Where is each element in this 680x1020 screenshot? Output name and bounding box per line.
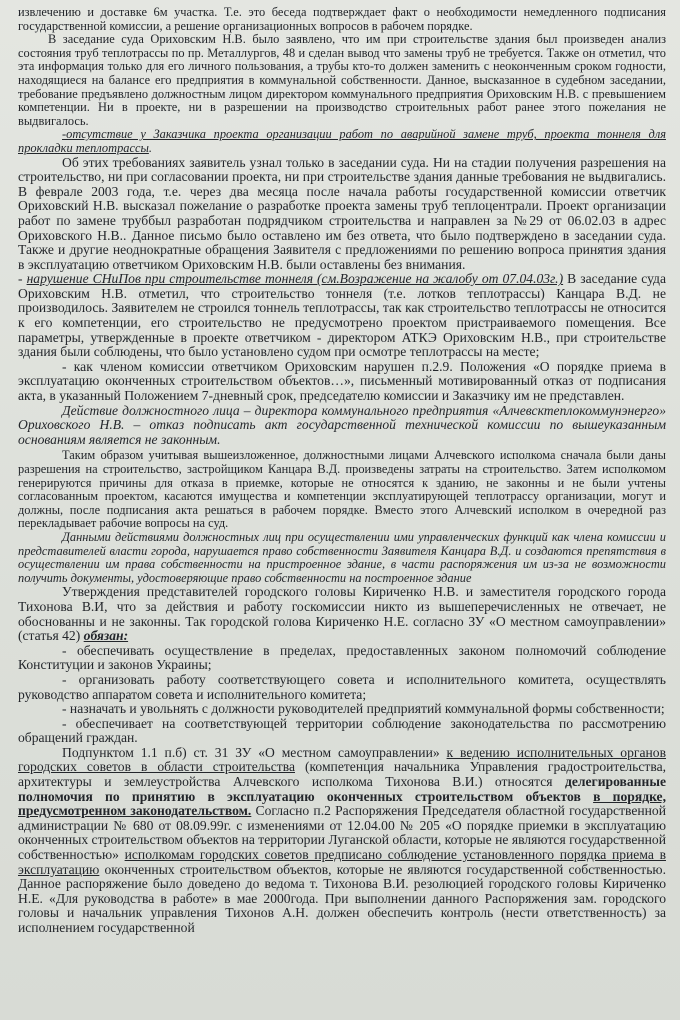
paragraph-p9 (18, 531, 666, 585)
paragraph-p15 (18, 746, 666, 936)
text-segment: В заседание суда Ориховским Н.В. было заявлено, что им при строительстве здания был произведен анализ состояния труб теплотрассы по пр. Металлургов, 48 и сделан вывод что замены труб не требуется. Также он отметил, что эта информация только для его личного пользования, а трубы кто-то должен заменить с неоконченным сроком годности, находящиеся на балансе его предприятия в коммунальной собственности. Данное, высказанное в судебном заседании, требование предъявлено должностным лицом директором коммунального предприятия Ориховским Н.В. с превышением компетенции. Ни в проекте, ни в разрешении на производство строительных работ ранее этого пожелания не выдвигалось. (18, 32, 666, 128)
text-segment: Об этих требованиях заявитель узнал только в заседании суда. Ни на стадии получения разрешения на строительство, ни при согласовании проекта, ни при строительстве здания данные требования не выдвигались. В феврале 2003 года, т.е. через два месяца после начала работы государственной комиссии ответчик Ориховский Н.В. высказал пожелание о разработке проекта замены труб теплоцентрали. Проект организации работ по замене труббыл разработан подрядчиком строительства и направлен за №29 от 06.02.03 в адрес Ориховского Н.В.. Данное письмо было оставлено им без ответа, что было подтверждено в заседании суда. Также и другие неоднократные обращения Заявителя с предложениями по решению вопроса принятия здания в эксплуатацию ответчиком Ориховским Н.В. были оставлены без внимания. (18, 154, 666, 272)
text-segment: оконченных строительством объектов, которые не являются государственной собственностью. Данное распоряжение было доведено до ведома т. Тихонова В.И. резолюцией городского головы Кириченко Н.Е. «Для руководства в работе» в мае 2000года. При выполнении данного Распоряжения зам. городского головы и начальник управления Тихонов А.Н. должен обеспечить контроль (нести ответственность) за исполнением государственной (18, 861, 666, 935)
paragraph-p14 (18, 717, 666, 746)
text-segment: (компетенция начальника Управления градостроительства, архитектуры и землеустройства Алчевского исполкома Тихонова В.И.) относятся (18, 759, 666, 790)
text-segment: В заседание суда Ориховским Н.В. отметил, что строительство тоннеля (т.е. лотков теплотрассы) Канцара В.Д. не производилось. Заявителем не строился тоннель теплотрассы, так как строительство теплотрассы не относится к его компетенции, его строительство не предусмотрено проектом пристраиваемого помещения. Все параметры, утвержденные в проекте ответчиком - директором АТКЭ Ориховским Н.В., при строительстве здания были соблюдены, что было установлено судом при осмотре теплотрассы на месте; (18, 271, 666, 360)
paragraph-p3 (18, 128, 666, 155)
text-segment: извлечению и доставке 6м участка. Т.е. это беседа подтверждает факт о необходимости немедленного подписания государственной комиссии, а решение организационных вопросов в рабочем порядке. (18, 5, 666, 33)
paragraph-p12 (18, 673, 666, 702)
text-segment: Таким образом учитывая вышеизложенное, должностными лицами Алчевского исполкома сначала были даны разрешения на строительство, застройщиком Канцара В.Д. произведены затраты на строительство. Затем исполкомом генерируются причины для отказа в приемке, которые не относятся к зданию, не законны и не были учтены согласованным проектом, касаются имущества и компетенции эксплуатирующей теплотрассу организации, могут и должны, после подписания акта решаться в рабочем порядке. Вместо этого Алчевский исполком в очередной раз перекладывает рабочие вопросы на суд. (18, 448, 666, 531)
paragraph-p11 (18, 644, 666, 673)
text-segment: Данными действиями должностных лиц при осуществлении ими управленческих функций как члена комиссии и представителей власти города, нарушается право собственности Заявителя Канцара В.Д. и создаются препятствия в осуществлении им права собственности на пристроенное здание, в части распоряжения им из-за не возможности получить документы, удостоверяющие право собственности на построенное здание (18, 529, 666, 585)
text-segment: - обеспечивает на соответствующей территории соблюдение законодательства по рассмотрению обращений граждан. (18, 715, 666, 746)
text-segment: Подпунктом 1.1 п.б) ст. 31 ЗУ «О местном самоуправлении» (62, 744, 447, 760)
text-segment: - как членом комиссии ответчиком Ориховским нарушен п.2.9. Положения «О порядке приема в эксплуатацию оконченных строительством объектов…», письменный мотивированный отказ от подписания акта, в указанный Положением 7-дневный срок, председателю комиссии и Заказчику им не представлен. (18, 358, 666, 404)
text-segment: - (18, 271, 27, 287)
text-segment: - назначать и увольнять с должности руководителей предприятий коммунальной формы собственности; (62, 701, 665, 717)
paragraph-p10 (18, 585, 666, 643)
text-segment: -отсутствие у Заказчика проекта организации работ по аварийной замене труб, проекта тоннеля для прокладки теплотрассы (18, 127, 666, 155)
paragraph-p13 (18, 702, 666, 717)
text-segment: - организовать работу соответствующего совета и исполнительного комитета, осуществлять руководство аппаратом совета и исполнительного комитета; (18, 671, 666, 702)
text-segment: в порядке, предусмотренном законодательством. (18, 788, 666, 819)
text-segment: к ведению исполнительных органов городских советов в области строительства (18, 744, 667, 775)
paragraph-p4 (18, 156, 666, 273)
text-segment: . (148, 140, 152, 155)
text-segment: Действие должностного лица – директора коммунального предприятия «Алчевсктеплокоммунэнерго» Ориховского Н.В. – отказ подписать акт государственной технической комиссии по вышеуказанным основаниям является не законным. (18, 402, 666, 447)
text-segment: Утверждения представителей городского головы Кириченко Н.В. и заместителя городского города Тихонова В.И, что за действия и работу госкомиссии никто из вышеперечисленных не отвечает, не обоснованны и не законны. Так городской голова Кириченко Н.Е. согласно ЗУ «О местном самоуправлении» (статья 42) (18, 584, 666, 644)
paragraph-p2 (18, 33, 666, 128)
paragraph-p5 (18, 272, 666, 360)
paragraph-p7 (18, 404, 666, 448)
text-segment: Согласно п.2 Распоряжения Председателя областной государственной администрации № 680 от 08.09.99г. с изменениями от 12.04.00 № 205 «О порядке приемки в эксплуатацию оконченных строительством объектов на территории Луганской области, которые не являются государственной собственностью» (18, 803, 666, 863)
paragraph-p1 (18, 6, 666, 33)
text-segment: - обеспечивать осуществление в пределах, предоставленных законом полномочий соблюдение Конституции и законов Украины; (18, 642, 666, 673)
text-segment: делегированные полномочия по принятию в эксплуатацию оконченных строительством объектов (18, 774, 666, 804)
text-segment: исполкомам городских советов предписано соблюдение установленного порядка приема в эксплуатацию (18, 847, 666, 877)
paragraph-p8 (18, 449, 666, 531)
paragraph-p6 (18, 360, 666, 404)
text-segment: нарушение СНиПов при строительстве тоннеля (см.Возражение на жалобу от 07.04.03г.) (26, 271, 564, 287)
text-segment: обязан: (83, 628, 129, 644)
